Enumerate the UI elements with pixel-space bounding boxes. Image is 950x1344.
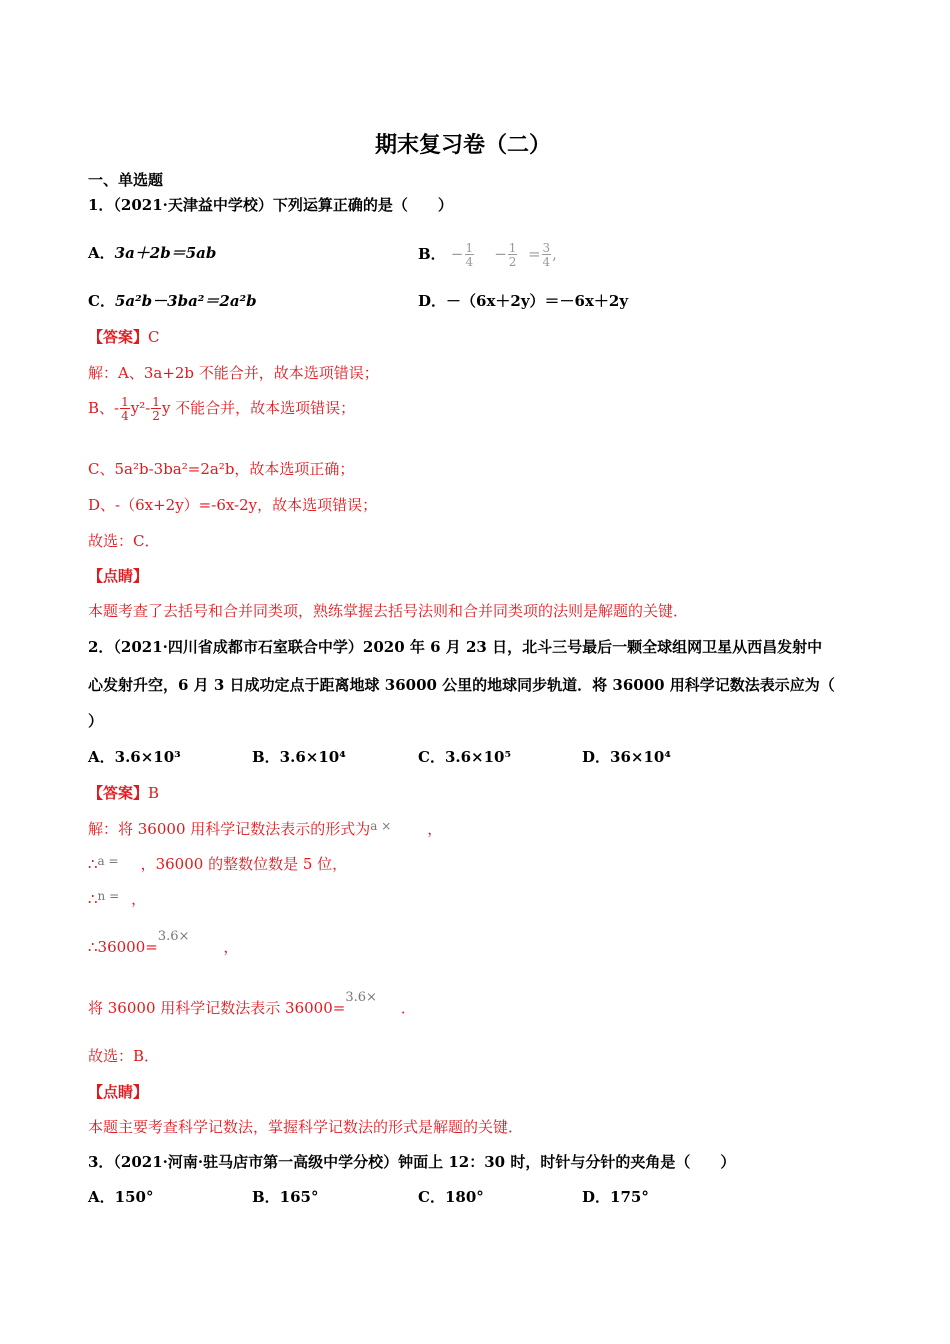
q1-option-d-label: D．	[418, 292, 447, 310]
q2-solution-line-4: ∴36000=3.6×，	[88, 929, 239, 956]
q1-option-d-text: －（6x＋2y）＝－6x＋2y	[446, 292, 629, 310]
q1-option-b-label: B．	[418, 245, 446, 263]
q1-option-a-text: 3a＋2b＝5ab	[114, 244, 217, 262]
q2-stem-line-2: 心发射升空，6 月 3 日成功定点于距离地球 36000 公里的地球同步轨道．将 36000 用科学记数法表示应为（	[88, 676, 835, 694]
q1-answer	[88, 326, 160, 347]
q2-comment-tag: 【点睛】	[88, 1083, 149, 1101]
q2-solution-line-5: 将 36000 用科学记数法表示 36000=3.6×．	[88, 990, 416, 1017]
q1-option-b-expr: − $\frac{1}{4}$ − $\frac{1}{2}$ = $\frac{3}{4}$ ,	[450, 241, 557, 269]
q1-solution-line-3: C、5a²b-3ba²=2a²b，故本选项正确；	[88, 460, 355, 478]
q1-solution-frac-1: $\frac{1}{4}$	[121, 395, 129, 423]
q2-option-b: B．3.6×10⁴	[252, 748, 346, 766]
q1-option-a-label: A．	[88, 244, 115, 262]
q2-answer-value: B	[148, 784, 160, 802]
q2-option-c: C．3.6×10⁵	[418, 748, 512, 766]
q2-option-a: A．3.6×10³	[88, 748, 181, 766]
q1-solution-line-4: D、-（6x+2y）=-6x-2y，故本选项错误；	[88, 496, 378, 514]
q2-solution-line-3: ∴$^{n =}$ ，	[88, 889, 147, 908]
q1-solution-frac-2: $\frac{1}{2}$	[152, 395, 160, 423]
formula-image-fragment: n =	[97, 889, 120, 903]
q1-comment-tag: 【点睛】	[88, 567, 149, 585]
q1-option-b-frac3: $\frac{3}{4}$	[542, 241, 551, 269]
q3-stem: 3．（2021·河南·驻马店市第一高级中学分校）钟面上 12：30 时，时针与分针的夹角是（ ）	[88, 1153, 736, 1171]
q3-option-a: A．150°	[88, 1188, 154, 1206]
formula-image-fragment: 3.6×	[345, 990, 377, 1005]
q1-solution-line-2: B、- $\frac{1}{4}$ y²- $\frac{1}{2}$ y 不能合并，故本选项错误；	[88, 395, 356, 423]
q3-option-d: D．175°	[582, 1188, 649, 1206]
formula-image-fragment: 3.6×	[157, 929, 190, 944]
q1-option-b-frac2: $\frac{1}{2}$	[508, 241, 517, 269]
q1-solution-line-5: 故选：C．	[88, 532, 160, 550]
q2-answer	[88, 782, 159, 803]
q1-option-c	[88, 290, 257, 311]
q2-solution-line-1: 解：将 36000 用科学记数法表示的形式为$^{a \times}$ ，	[88, 819, 443, 838]
formula-image-fragment: a =	[97, 854, 119, 868]
q2-solution-line-2: ∴$^{a =}$ ，36000 的整数位数是 5 位，	[88, 854, 348, 873]
formula-image-fragment: a ×	[370, 819, 392, 833]
q1-option-b	[418, 242, 557, 268]
page-title: 期末复习卷（二）	[375, 133, 552, 158]
q3-option-c: C．180°	[418, 1188, 484, 1206]
q1-comment: 本题考查了去括号和合并同类项，熟练掌握去括号法则和合并同类项的法则是解题的关键．	[88, 602, 689, 620]
q1-answer-value: C	[148, 328, 160, 346]
q2-answer-tag: 【答案】	[88, 784, 149, 802]
q2-option-d: D．36×10⁴	[582, 748, 671, 766]
q2-stem-line-1: 2．（2021·四川省成都市石室联合中学）2020 年 6 月 23 日，北斗三号最后一颗全球组网卫星从西昌发射中	[88, 638, 823, 656]
q1-stem: 1．（2021·天津益中学校）下列运算正确的是（ ）	[88, 196, 453, 214]
q2-stem-line-3: ）	[88, 712, 104, 730]
q1-answer-tag: 【答案】	[88, 328, 149, 346]
q1-option-c-label: C．	[88, 292, 115, 310]
q1-option-c-text: 5a²b－3ba²＝2a²b	[114, 292, 257, 310]
section-heading: 一、单选题	[88, 171, 164, 189]
q1-option-b-frac1: $\frac{1}{4}$	[465, 241, 474, 269]
q1-option-a	[88, 242, 216, 263]
q1-solution-line-1: 解：A、3a+2b 不能合并，故本选项错误；	[88, 364, 379, 382]
q2-solution-line-6: 故选：B．	[88, 1047, 160, 1065]
q2-comment: 本题主要考查科学记数法，掌握科学记数法的形式是解题的关键．	[88, 1118, 524, 1136]
q1-option-d	[418, 290, 628, 311]
q3-option-b: B．165°	[252, 1188, 319, 1206]
